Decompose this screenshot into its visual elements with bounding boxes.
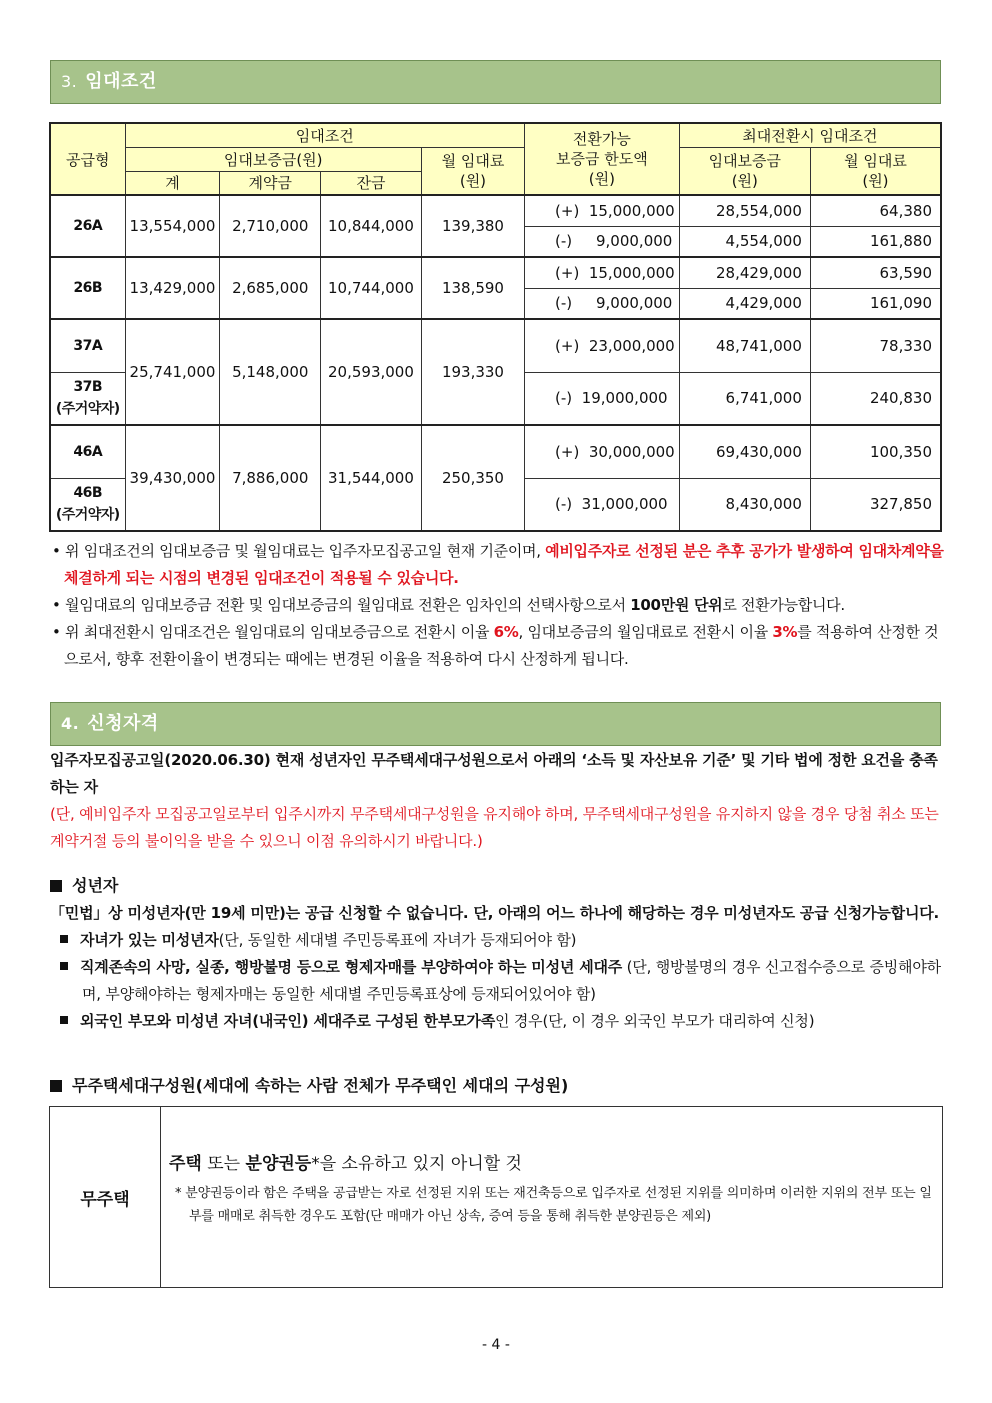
note-text: 월임대료의 임대보증금 전환 및 임대보증금의 월임대료 전환은 임차인의 선택사항으로서 [65, 596, 631, 614]
col-header-deposit: 임대보증금(원) [125, 147, 421, 171]
col-header-total: 계 [125, 171, 220, 195]
balance-cell: 20,593,000 [321, 319, 422, 425]
monthly-cell: 250,350 [421, 425, 524, 531]
contract-cell: 7,886,000 [220, 425, 321, 531]
main-bold: 분양권등 [245, 1154, 312, 1174]
max-deposit-cell: 6,741,000 [679, 372, 810, 425]
section-3-header [50, 60, 941, 104]
note-item: • 위 임대조건의 임대보증금 및 월임대료는 입주자모집공고일 현재 기준이며, 예비입주자로 선정된 분은 추후 공가가 발생하여 임대차계약을 체결하게 되는 시점의 변경된 임대조건이 적용될 수 있습니다. [52, 542, 944, 587]
table-row [50, 257, 941, 288]
section-number: 4. [61, 714, 80, 733]
note-text: 위 임대조건의 임대보증금 및 월임대료는 입주자모집공고일 현재 기준이며, [65, 542, 546, 560]
adult-intro: 「민법」상 미성년자(만 19세 미만)는 공급 신청할 수 없습니다. 단, 아래의 어느 하나에 해당하는 경우 미성년자도 공급 신청가능합니다. [50, 904, 940, 922]
note-text: 를 적용하여 산정한 것으로서, 향후 전환이율이 변경되는 때에는 변경된 이율을 적용하여 다시 산정하게 됩니다. [64, 623, 939, 668]
main-bold: 주택 [169, 1154, 202, 1174]
list-item [50, 1008, 945, 1035]
type-cell: 46A [50, 425, 125, 478]
col-header-balance: 잔금 [321, 171, 422, 195]
monthly-cell: 193,330 [421, 319, 524, 425]
conv-plus-cell: (+) 15,000,000 [525, 257, 680, 288]
max-deposit-cell: 48,741,000 [679, 319, 810, 372]
col-header-rent-cond: 임대조건 [125, 123, 524, 147]
col-header-monthly: 월 임대료 (원) [421, 147, 524, 195]
type-cell: 46B (주거약자) [50, 478, 125, 531]
nohouse-heading-text: 무주택세대구성원 [72, 1076, 196, 1095]
note-text: , 임대보증금의 월임대료로 전환시 이율 [518, 623, 773, 641]
max-deposit-cell: 4,554,000 [679, 226, 810, 257]
item-text: (단, 동일한 세대별 주민등록표에 자녀가 등재되어야 함) [218, 931, 577, 949]
max-monthly-cell: 64,380 [810, 195, 941, 226]
col-header-max-deposit: 임대보증금 (원) [679, 147, 810, 195]
conv-minus-cell: (-) 31,000,000 [525, 478, 680, 531]
max-monthly-cell: 161,880 [810, 226, 941, 257]
item-text: (단, 행방불명의 경우 신고접수증으로 증빙해야하며, 부양해야하는 형제자매는 동일한 세대별 주민등록표상에 등재되어있어야 함) [82, 958, 941, 1003]
adult-heading-text: 성년자 [72, 876, 119, 895]
small-square-bullet-icon [60, 935, 68, 943]
total-cell: 13,429,000 [125, 257, 220, 319]
item-bold: 외국인 부모와 미성년 자녀(내국인) 세대주로 구성된 한부모가족 [80, 1012, 495, 1030]
max-monthly-cell: 161,090 [810, 288, 941, 319]
table-row [50, 425, 941, 478]
rent-notes [48, 538, 948, 673]
col-header-contract: 계약금 [220, 171, 321, 195]
small-square-bullet-icon [60, 1016, 68, 1024]
max-monthly-cell: 78,330 [810, 319, 941, 372]
note-text: 로 전환가능합니다. [722, 596, 845, 614]
table-row [50, 319, 941, 372]
col-header-type: 공급형 [50, 123, 125, 195]
total-cell: 39,430,000 [125, 425, 220, 531]
conv-minus-cell: (-) 9,000,000 [525, 288, 680, 319]
rent-conditions-table [49, 122, 942, 532]
list-item [50, 927, 945, 954]
nohouse-footnote: * 분양권등이라 함은 주택을 공급받는 자로 선정된 지위 또는 재건축등으로 입주자로 선정된 지위를 의미하며 이러한 지위의 전부 또는 일부를 매매로 취득한 경우도 포함(단 매매가 아닌 상속, 증여 등을 통해 취득한 분양권등은 제외) [175, 1186, 932, 1224]
max-deposit-cell: 4,429,000 [679, 288, 810, 319]
note-item: • 위 최대전환시 임대조건은 월임대료의 임대보증금으로 전환시 이율 6%, 임대보증금의 월임대료로 전환시 이율 3%를 적용하여 산정한 것으로서, 향후 전환이율이 변경되는 때에는 변경된 이율을 적용하여 다시 산정하게 됩니다. [52, 623, 939, 668]
max-deposit-cell: 28,429,000 [679, 257, 810, 288]
qualification-text [50, 747, 945, 855]
type-cell: 26A [50, 195, 125, 257]
nohouse-main [169, 1149, 934, 1174]
contract-cell: 5,148,000 [220, 319, 321, 425]
total-cell: 25,741,000 [125, 319, 220, 425]
max-monthly-cell: 327,850 [810, 478, 941, 531]
contract-cell: 2,685,000 [220, 257, 321, 319]
type-cell: 37B (주거약자) [50, 372, 125, 425]
max-deposit-cell: 69,430,000 [679, 425, 810, 478]
col-header-conv: 전환가능 보증금 한도액 (원) [525, 123, 680, 195]
conv-plus-cell: (+) 23,000,000 [525, 319, 680, 372]
nohouse-heading-note: (세대에 속하는 사람 전체가 무주택인 세대의 구성원) [195, 1076, 569, 1095]
qualification-caution: (단, 예비입주자 모집공고일로부터 입주시까지 무주택세대구성원을 유지해야 하며, 무주택세대구성원을 유지하지 않을 경우 당첨 취소 또는 계약거절 등의 불이익을 받을 수 있으니 이점 유의하시기 바랍니다.) [50, 805, 939, 850]
list-item [50, 954, 945, 1008]
nohouse-body [161, 1107, 942, 1287]
total-cell: 13,554,000 [125, 195, 220, 257]
type-cell: 26B [50, 257, 125, 319]
contract-cell: 2,710,000 [220, 195, 321, 257]
section-number: 3. [61, 72, 78, 91]
note-highlight: 예비입주자로 선정된 분은 추후 공가가 발생하여 임대차계약을 체결하게 되는 시점의 변경된 임대조건이 적용될 수 있습니다. [64, 542, 944, 587]
monthly-cell: 138,590 [421, 257, 524, 319]
item-bold: 직계존속의 사망, 실종, 행방불명 등으로 형제자매를 부양하여야 하는 미성년 세대주 [80, 958, 623, 976]
item-text: 인 경우(단, 이 경우 외국인 부모가 대리하여 신청) [495, 1012, 815, 1030]
note-text: 위 최대전환시 임대조건은 월임대료의 임대보증금으로 전환시 이율 [65, 623, 494, 641]
type-cell: 37A [50, 319, 125, 372]
balance-cell: 31,544,000 [321, 425, 422, 531]
balance-cell: 10,744,000 [321, 257, 422, 319]
conv-plus-cell: (+) 15,000,000 [525, 195, 680, 226]
page-number: - 4 - [482, 1337, 510, 1353]
note-highlight: 6% [493, 623, 519, 641]
table-row [50, 195, 941, 226]
max-monthly-cell: 100,350 [810, 425, 941, 478]
nohouse-box [49, 1106, 943, 1288]
col-header-max-monthly: 월 임대료 (원) [810, 147, 941, 195]
note-highlight: 3% [772, 623, 798, 641]
conv-minus-cell: (-) 9,000,000 [525, 226, 680, 257]
section-title: 신청자격 [87, 713, 159, 734]
main-text: *을 소유하고 있지 아니할 것 [311, 1154, 522, 1174]
small-square-bullet-icon [60, 962, 68, 970]
square-bullet-icon [50, 880, 62, 892]
note-item: • 월임대료의 임대보증금 전환 및 임대보증금의 월임대료 전환은 임차인의 선택사항으로서 100만원 단위로 전환가능합니다. [52, 596, 845, 614]
nohouse-label: 무주택 [50, 1107, 161, 1287]
monthly-cell: 139,380 [421, 195, 524, 257]
conv-minus-cell: (-) 19,000,000 [525, 372, 680, 425]
balance-cell: 10,844,000 [321, 195, 422, 257]
adult-heading [50, 873, 118, 896]
note-bold: 100만원 단위 [630, 596, 723, 614]
max-deposit-cell: 28,554,000 [679, 195, 810, 226]
col-header-max: 최대전환시 임대조건 [679, 123, 941, 147]
max-monthly-cell: 240,830 [810, 372, 941, 425]
qualification-main: 입주자모집공고일(2020.06.30) 현재 성년자인 무주택세대구성원으로서 아래의 ‘소득 및 자산보유 기준’ 및 기타 법에 정한 요건을 충족하는 자 [50, 751, 938, 796]
square-bullet-icon [50, 1080, 62, 1092]
section-title: 임대조건 [85, 71, 157, 92]
conv-plus-cell: (+) 30,000,000 [525, 425, 680, 478]
main-text: 또는 [201, 1154, 246, 1174]
max-deposit-cell: 8,430,000 [679, 478, 810, 531]
max-monthly-cell: 63,590 [810, 257, 941, 288]
adult-section [50, 900, 945, 1035]
nohouse-heading [50, 1073, 568, 1096]
section-4-header [50, 702, 941, 746]
item-bold: 자녀가 있는 미성년자 [80, 931, 219, 949]
